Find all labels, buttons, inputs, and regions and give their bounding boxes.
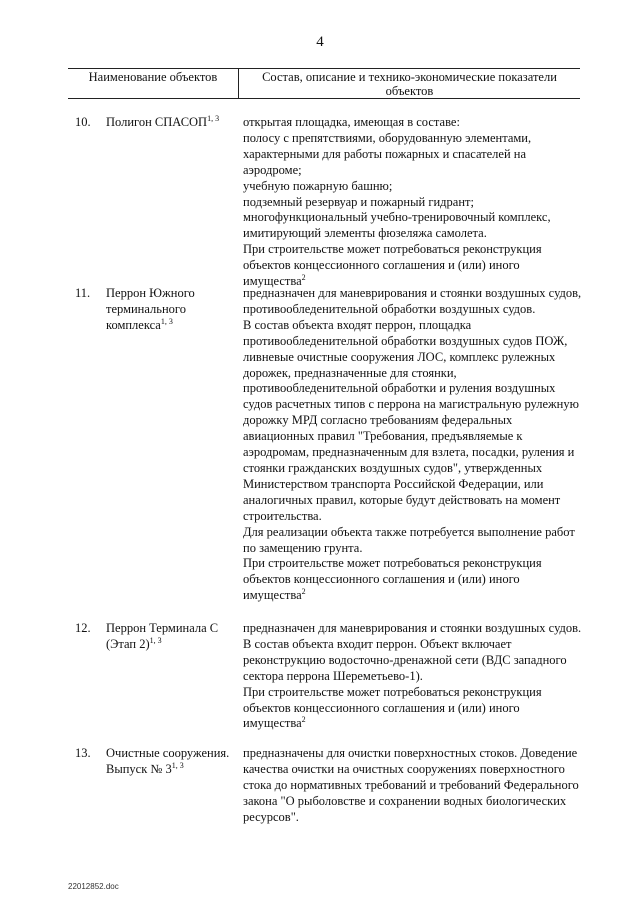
row-number: 10. xyxy=(75,115,91,129)
row-name-footnote: 1, 3 xyxy=(207,114,220,123)
row-name-footnote: 1, 3 xyxy=(160,316,173,326)
desc-line: полосу с препятствиями, оборудованную элементами, характерными для работы пожарных и спасателей на аэродроме; xyxy=(243,130,532,177)
desc-text: При строительстве может потребоваться реконструкция объектов концессионного соглашения и (или) иного имущества xyxy=(243,684,542,731)
row-name-footnote: 1, 3 xyxy=(171,760,184,770)
row-description xyxy=(243,115,583,290)
desc-text: При строительстве может потребоваться реконструкция объектов концессионного соглашения и (или) иного имущества xyxy=(243,556,542,603)
desc-line: В состав объекта входят перрон, площадка противообледенительной обработки воздушных судов ПОЖ, ливневые очистные сооружения ЛОС, комплекс рулежных дорожек, предназначенные для стоянки, противообледенительной обработки и руления воздушных судов расчетных типов с перрона на магистральную рулежную дорожку МРД согласно требованиям федеральных авиационных правил "Требования, предъявляемые к аэродромам, предназначенным для взлета, посадки, руления и стоянки гражданских воздушных судов", утвержденных Министерством транспорта Российской Федерации, или аналогичных правил, которые будут действовать на момент строительства. xyxy=(243,317,579,523)
desc-line: многофункциональный учебно-тренировочный комплекс, имитирующий элементы фюзеляжа самолета. xyxy=(243,210,551,241)
row-name-text: Очистные сооружения. Выпуск № 3 xyxy=(106,746,230,776)
row-number: 12. xyxy=(75,621,91,635)
desc-line: Для реализации объекта также потребуется выполнение работ по замещению грунта. xyxy=(243,524,575,555)
desc-line xyxy=(243,242,583,290)
desc-line: предназначен для маневрирования и стоянки воздушных судов, противообледенительной обработки воздушных судов. xyxy=(243,286,582,316)
row-name-text: Перрон Терминала С (Этап 2) xyxy=(106,621,219,651)
row-name xyxy=(106,746,236,778)
row-name-footnote: 1, 3 xyxy=(149,635,162,645)
row-name-text: Полигон СПАСОП xyxy=(106,115,208,129)
desc-line: открытая площадка, имеющая в составе: xyxy=(243,115,460,129)
row-name-text: Перрон Южного терминального комплекса xyxy=(106,286,195,332)
row-description xyxy=(243,286,583,604)
desc-line xyxy=(243,556,583,604)
header-col-name: Наименование объектов xyxy=(88,70,218,84)
header-top-rule xyxy=(68,68,580,69)
desc-line xyxy=(243,685,583,733)
row-description xyxy=(243,621,583,732)
desc-line: учебную пожарную башню; xyxy=(243,178,393,193)
row-name xyxy=(106,115,236,131)
header-col-description: Состав, описание и технико-экономические показатели объектов xyxy=(262,70,557,98)
desc-footnote: 2 xyxy=(301,587,306,597)
row-number: 11. xyxy=(75,286,91,300)
footer-filename: 22012852.doc xyxy=(68,882,119,891)
desc-footnote: 2 xyxy=(301,715,306,725)
row-name xyxy=(106,286,236,334)
desc-line: подземный резервуар и пожарный гидрант; xyxy=(243,194,474,209)
row-description xyxy=(243,746,583,826)
page-number: 4 xyxy=(316,34,324,50)
row-number: 13. xyxy=(75,746,91,760)
desc-line: предназначены для очистки поверхностных стоков. Доведение качества очистки на очистных сооружениях поверхностного стока до нормативных требований и требований Федерального закона "О рыболовстве и сохранении водных биологических ресурсов". xyxy=(243,746,579,824)
row-name xyxy=(106,621,236,653)
desc-line: предназначен для маневрирования и стоянки воздушных судов. В состав объекта входит перрон. Объект включает реконструкцию водосточно-дренажной сети (ВДС западного сектора перрона Шереметьево-1). xyxy=(243,621,582,683)
desc-text: При строительстве может потребоваться реконструкция объектов концессионного соглашения и (или) иного имущества xyxy=(243,242,542,289)
header-bottom-rule xyxy=(68,98,580,99)
desc-footnote: 2 xyxy=(301,273,306,283)
